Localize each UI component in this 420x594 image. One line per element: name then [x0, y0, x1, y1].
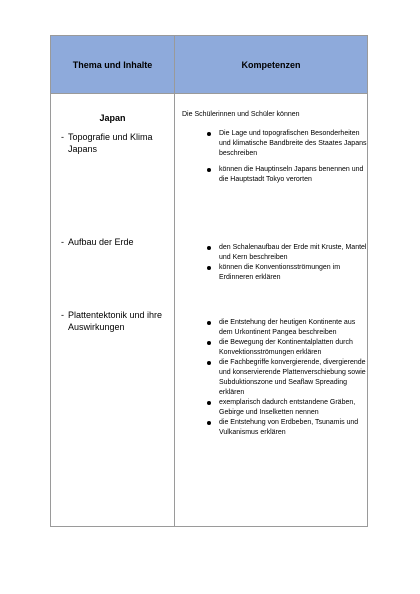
competence-item: den Schalenaufbau der Erde mit Kruste, Mantel und Kern beschreiben: [204, 243, 369, 263]
competence-list: [204, 129, 369, 185]
competence-item: die Fachbegriffe konvergierende, divergierende und konservierende Plattenverschiebung sowie Subduktionszone und Seaflaw Spreading erklären: [204, 358, 369, 398]
competence-intro: Die Schülerinnen und Schüler können: [182, 111, 300, 118]
topic-dash: -: [61, 310, 64, 320]
header-topics: Thema und Inhalte: [72, 59, 153, 70]
topic-dash: -: [61, 132, 64, 142]
competence-list: [204, 243, 369, 283]
topic-dash: -: [61, 237, 64, 247]
header-competences: Kompetenzen: [241, 59, 301, 70]
column-divider: [174, 36, 175, 526]
topic-text: Topografie und Klima Japans: [68, 132, 153, 154]
topic-text: Plattentektonik und ihre Auswirkungen: [68, 310, 163, 332]
competence-item: die Entstehung von Erdbeben, Tsunamis und Vulkanismus erklären: [204, 418, 369, 438]
competence-item: können die Hauptinseln Japans benennen und die Hauptstadt Tokyo verorten: [204, 165, 369, 185]
competence-list: [204, 318, 369, 438]
topic-item: [61, 131, 171, 155]
competence-item: können die Konventionsströmungen im Erdinneren erklären: [204, 263, 369, 283]
competence-item: die Entstehung der heutigen Kontinente aus dem Urkontinent Pangea beschreiben: [204, 318, 369, 338]
curriculum-table: [50, 35, 368, 527]
topic-title: Japan: [99, 113, 126, 123]
competence-item: die Bewegung der Kontinentalplatten durch Konvektionsströmungen erklären: [204, 338, 369, 358]
topic-item: [61, 309, 171, 333]
table-header: [51, 36, 367, 94]
competence-item: Die Lage und topografischen Besonderheiten und klimatische Bandbreite des Staates Japans beschreiben: [204, 129, 369, 159]
topic-item: [61, 236, 171, 248]
competence-item: exemplarisch dadurch entstandene Gräben, Gebirge und Inselketten nennen: [204, 398, 369, 418]
topic-text: Aufbau der Erde: [68, 237, 134, 247]
